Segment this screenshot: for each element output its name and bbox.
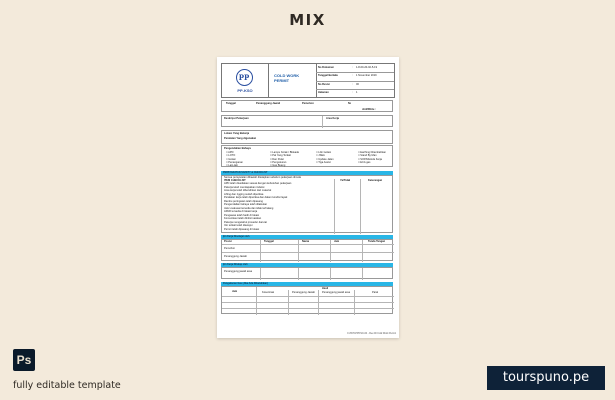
permit-document — [217, 57, 399, 338]
brand-badge: tourspuno.pe — [487, 366, 605, 390]
list-item: Pekerja telah mendapatkan induksi — [224, 185, 265, 189]
section-bar: Ijin Kerja Disetujui oleh — [221, 235, 393, 239]
close-table — [221, 267, 393, 279]
permit-title-cell — [268, 64, 317, 97]
hazard-col: □ Lilin Isolasi □ JSEA □ Update Jalan □ Tiga Assist — [316, 151, 334, 164]
tagline: fully editable template — [13, 380, 121, 391]
section-bar: PERSYARATAN SAFETY & CHECKLIST — [221, 171, 393, 175]
meta-row: No Revisi : 00 — [316, 81, 394, 90]
section-bar: Pengukuran Gas (Jika Ada Dibutuhkan) — [221, 282, 393, 286]
logo-mark: PP — [236, 69, 253, 86]
hazard-col: □ Earthing Ditambahkan □ Stand By Man □ SOP/Metode Kerja □ ECA gas — [358, 151, 386, 164]
meta-row: Halaman : 1 — [318, 90, 358, 94]
list-item: Jalur evakuasi tersedia dan tidak terhalang — [224, 206, 274, 210]
table-row: Pemohon — [224, 246, 236, 250]
meta-row: No Dokumen : 1-8-00-20-02-5-19 — [316, 64, 394, 73]
location-row: Lokasi Yang Bekerja Peralatan Yang digunakan — [221, 130, 393, 144]
list-item: APD telah disediakan sesuai dengan kebutuhan pekerjaan — [224, 182, 292, 186]
hazard-control: Pengendalian Bahaya □ APD □ LOTO □ Isolasi □ Penanganan □ Lain-lain □ Lampu Kotak / Blokade □ Pal Yang Terkait □ Dan Pelat □ Pengukuran □ Gas Buang □ Lilin Isolasi □ JSEA □ Update Jalan □ Tiga Assist □ Earthing Ditambahkan □ Stand By Man □ SOP/Metode Kerja □ ECA gas — [221, 145, 393, 167]
document-footer: F-PDH-PPKSO-00 - Rev.00 Cold Work Permit — [347, 332, 396, 335]
table-row: Penanggung Jawab — [224, 254, 247, 258]
document-meta — [316, 64, 394, 97]
list-item: Pengendalian bahaya telah dilakukan — [224, 203, 268, 207]
approval-table: Posisi Tanggal Nama Jam Tanda Tangan Pemohon Penanggung Jawab — [221, 239, 393, 261]
section-bar: Ijin Kerja Ditutup oleh — [221, 263, 393, 267]
list-item: Pekerja mengetahui prosedur darurat — [224, 220, 267, 224]
list-item: Komunikasi telah diinformasikan — [224, 217, 262, 221]
company-logo — [222, 64, 269, 97]
list-item: Peralatan kerja telah diperiksa dan dalam kondisi layak — [224, 196, 288, 200]
list-item: Permit telah dipasang di lokasi — [224, 227, 260, 231]
checklist-items — [224, 182, 332, 231]
list-item: APAR tersedia di lokasi kerja — [224, 210, 258, 214]
hazard-col: □ Lampu Kotak / Blokade □ Pal Yang Terkait □ Dan Pelat □ Pengukuran □ Gas Buang — [270, 151, 300, 168]
logo-text: PP-KSO — [237, 88, 253, 93]
description-row: Deskripsi Pekerjaan Area Kerja — [221, 115, 393, 127]
document-header — [221, 63, 395, 98]
meta-row: Tanggal Berlaku : 1 November 2019 — [316, 72, 394, 81]
list-item: Lifting dan rigging sudah diperiksa — [224, 192, 264, 196]
info-row: Tanggal Penanggung Jawab Pemohon No Jml/Whitu : — [221, 100, 393, 112]
list-item: Rambu peringatan telah dipasang — [224, 199, 263, 203]
list-item: Area kerja telah dibersihkan dari material — [224, 189, 272, 193]
list-item: Izin terkait telah disetujui — [224, 224, 253, 228]
gas-table: Jam Hasil Kosentrasi Penanggung Jawab Penanggung jawab area Paraf — [221, 286, 393, 314]
photoshop-icon: Ps — [13, 349, 35, 371]
page-title: MIX — [289, 11, 326, 29]
list-item: Pengawas telah hadir di lokasi — [224, 213, 260, 217]
table-row: Penanggung jawab area — [224, 269, 253, 273]
checklist-table: Semua persyaratan dibawah ditetapkan sebelum pekerjaan dimulai ITEM CHECKLIST Ya/Tidak Keterangan APD telah disediakan sesuai dengan kebutuhan pekerjaan Pekerja telah mendapatkan induksi Area kerja telah dibersihkan dari material Lifting dan rigging sudah diperiksa Peralatan kerja telah diperiksa dan dalam kondisi layak Rambu peringatan telah dipasang Pengendalian bahaya telah dilakukan Jalur evakuasi tersedia dan tidak terhalang APAR tersedia di lokasi kerja Pengawas telah hadir di lokasi Komunikasi telah diinformasikan Pekerja mengetahui prosedur darurat Izin terkait telah disetujui Permit telah dipasang di lokasi — [221, 175, 393, 233]
hazard-col: □ APD □ LOTO □ Isolasi □ Penanganan □ Lain-lain — [226, 151, 243, 168]
permit-title: COLD WORK PERMIT — [274, 73, 300, 83]
